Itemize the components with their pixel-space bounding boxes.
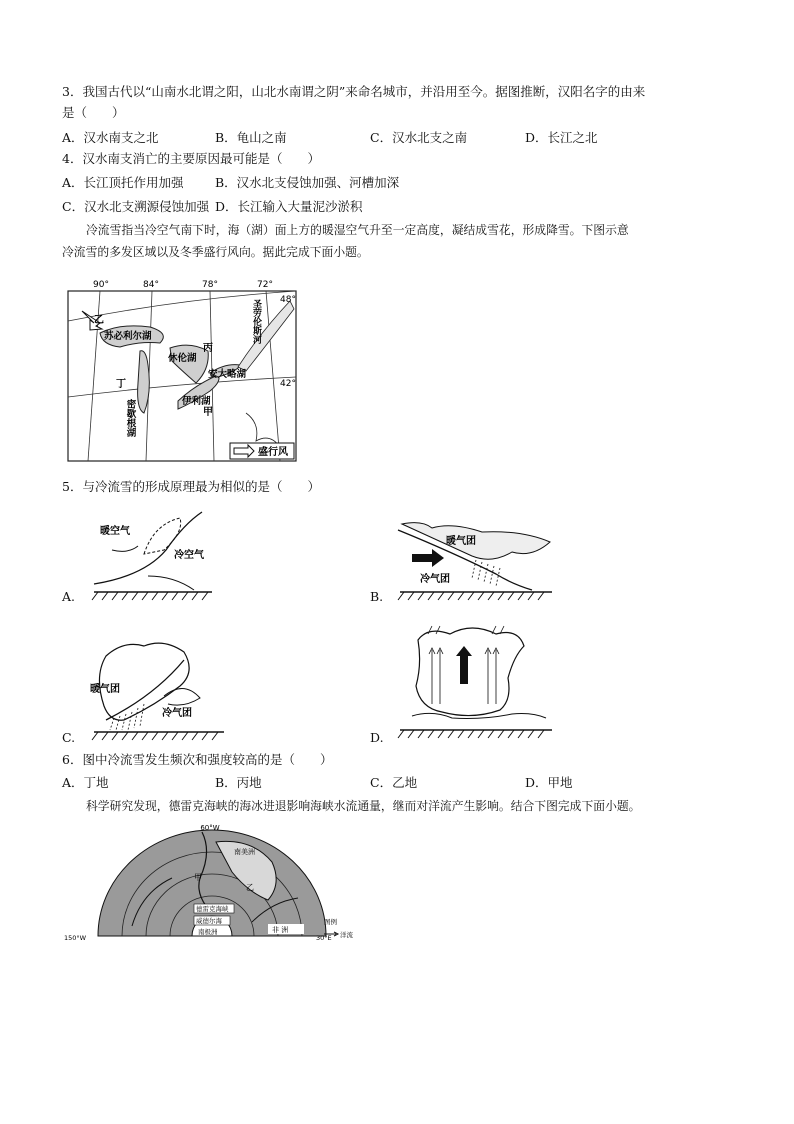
map2-label: 非 洲 (272, 926, 289, 934)
lake-label: 休伦湖 (168, 353, 197, 364)
passage1-line2: 冷流雪的多发区域以及冬季盛行风向。据此完成下面小题。 (62, 245, 369, 259)
figure-c-warm-cold-air (84, 636, 234, 744)
q6-stem: 6．图中冷流雪发生频次和强度较高的是（ ） (62, 752, 333, 767)
q6-option-d: D．甲地 (525, 775, 573, 790)
figure-d-convection (392, 620, 562, 744)
q3-option-d: D．长江之北 (525, 130, 598, 145)
map2-label: 30°E (316, 934, 332, 942)
q4-option-c: C．汉水北支溯源侵蚀加强 (62, 199, 210, 214)
fig-c-label: 暖气团 (90, 684, 120, 695)
map2-legend-title: 图例 (324, 918, 337, 926)
map1-legend-label: 盛行风 (258, 447, 288, 458)
q3-stem-line2: 是（ ） (62, 105, 125, 120)
map2-label: 150°W (64, 934, 87, 942)
q5-label-a: A. (62, 589, 76, 604)
q4-option-b: B．汉水北支侵蚀加强、河槽加深 (215, 175, 400, 190)
q3-stem-line1: 3．我国古代以“山南水北谓之阳，山北水南谓之阴”来命名城市，并沿用至今。据图推断，汉阳名字的由来 (62, 84, 646, 99)
lake-label: 伊利湖 (182, 396, 211, 407)
passage1-line1: 冷流雪指当冷空气南下时，海（湖）面上方的暖湿空气升至一定高度，凝结成雪花，形成降雪。下图示意 (86, 223, 629, 237)
q4-option-a: A．长江顶托作用加强 (62, 175, 184, 190)
map1-lat-label: 42° (280, 379, 296, 389)
map2-label: 德雷克海峡 (196, 905, 229, 913)
q3-option-a: A．汉水南支之北 (62, 130, 159, 145)
passage2-line1: 科学研究发现，德雷克海峡的海冰进退影响海峡水流通量，继而对洋流产生影响。结合下图完成下面小题。 (86, 799, 641, 813)
q5-stem: 5．与冷流雪的形成原理最为相似的是（ ） (62, 479, 320, 494)
q5-label-b: B. (370, 589, 384, 604)
q6-option-c: C．乙地 (370, 775, 418, 790)
map1-lon-label: 90° (93, 280, 109, 290)
lake-label: 苏必利尔湖 (104, 331, 152, 342)
q4-option-d: D．长江输入大量泥沙淤积 (215, 199, 363, 214)
place-label: 圣劳伦斯河 (251, 299, 261, 344)
map1-lon-label: 72° (257, 280, 273, 290)
map1-lon-label: 84° (143, 280, 159, 290)
map2-label: 南美洲 (234, 848, 255, 856)
fig-b-label: 暖气团 (446, 536, 476, 547)
cold-air-arrow-icon (412, 549, 444, 567)
fig-c-label: 冷气团 (162, 708, 192, 719)
place-label: 甲 (203, 407, 213, 418)
place-label: 丁 (116, 379, 126, 390)
map2-label: 60°W (200, 824, 220, 832)
lake-label: 密歇根湖 (124, 399, 136, 437)
q6-option-a: A．丁地 (62, 775, 109, 790)
figure-a-warm-cold-air (84, 506, 224, 602)
map2-legend-label: 洋流 (340, 931, 353, 939)
q3-option-c: C．汉水北支之南 (370, 130, 468, 145)
figure-b-warm-cold-air (392, 512, 562, 604)
q3-option-b: B．龟山之南 (215, 130, 287, 145)
map1-lat-label: 48° (280, 295, 296, 305)
place-label: 乙 (94, 315, 104, 326)
q5-label-d: D. (370, 730, 384, 745)
fig-a-label: 暖空气 (100, 526, 130, 537)
map2-label: 南极洲 (198, 928, 218, 936)
fig-a-label: 冷空气 (174, 550, 204, 561)
q5-label-c: C. (62, 730, 76, 745)
map1-lon-label: 78° (202, 280, 218, 290)
q4-stem: 4．汉水南支消亡的主要原因最可能是（ ） (62, 151, 320, 166)
great-lakes-map (60, 273, 300, 463)
southern-ocean-map (62, 822, 362, 942)
place-label: 丙 (203, 343, 213, 354)
map2-label: 威德尔海 (196, 917, 222, 925)
map2-label: 乙 (246, 883, 254, 892)
fig-b-label: 冷气团 (420, 574, 450, 585)
lake-label: 安大略湖 (208, 369, 247, 380)
q6-option-b: B．丙地 (215, 775, 262, 790)
map2-label: 甲 (194, 873, 202, 882)
